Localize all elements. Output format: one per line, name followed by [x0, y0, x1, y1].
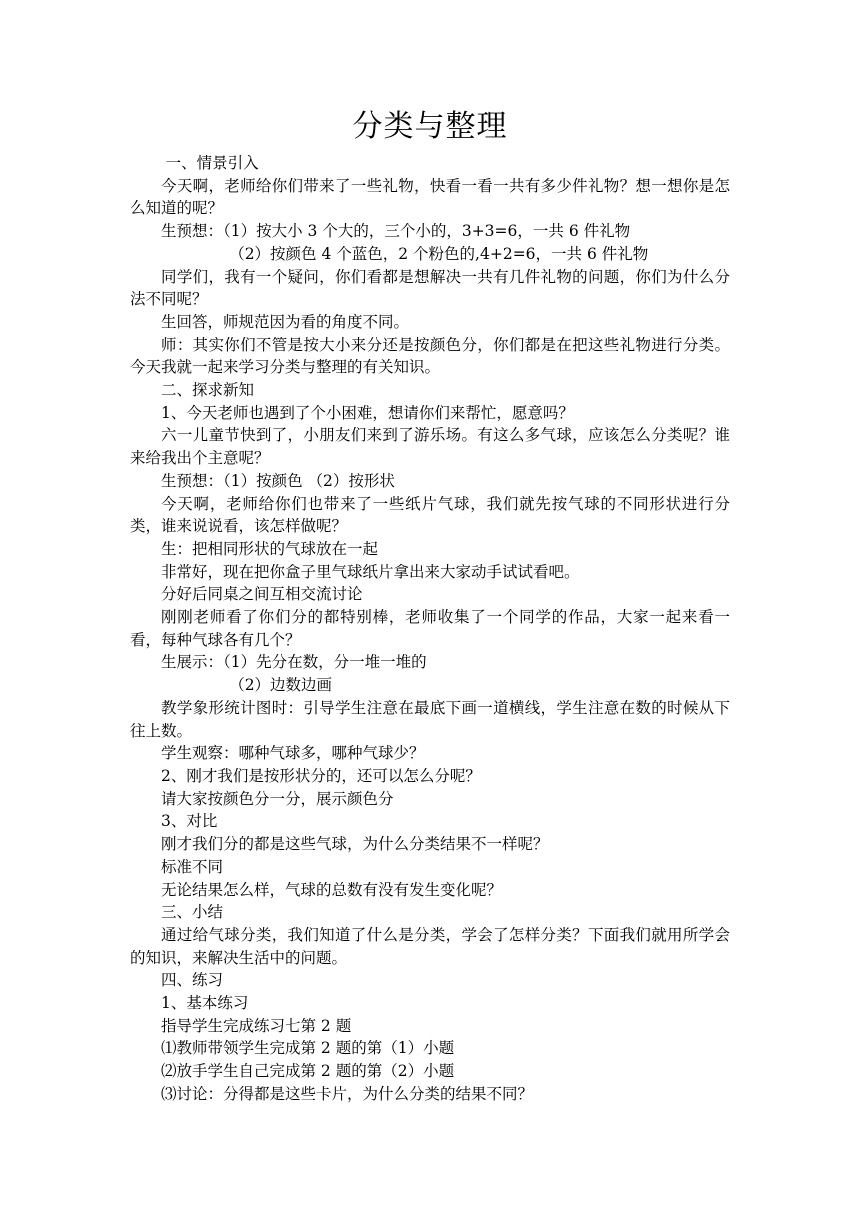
paragraph: （2）边数边画 [229, 676, 333, 695]
paragraph: 无论结果怎么样，气球的总数有没有发生变化呢？ [161, 880, 503, 899]
paragraph: 2、刚才我们是按形状分的，还可以怎么分呢？ [161, 766, 481, 785]
paragraph: 今天啊，老师给你们带来了一些礼物，快看一看一共有多少件礼物？想一想你是怎么知道的呢？ [130, 176, 730, 218]
paragraph: 教学象形统计图时：引导学生注意在最底下画一道横线，学生注意在数的时候从下往上数。 [130, 698, 730, 740]
paragraph: 四、练习 [161, 971, 224, 990]
paragraph: 3、对比 [161, 812, 218, 831]
paragraph: 请大家按颜色分一分，展示颜色分 [161, 789, 394, 808]
paragraph: 1、基本练习 [161, 994, 249, 1013]
paragraph: 指导学生完成练习七第 2 题 [161, 1016, 352, 1035]
document-title: 分类与整理 [352, 109, 508, 144]
paragraph: 标准不同 [161, 857, 224, 876]
paragraph: ⑴教师带领学生完成第 2 题的第（1）小题 [161, 1039, 455, 1058]
paragraph: 1、今天老师也遇到了个小困难，想请你们来帮忙，愿意吗？ [161, 403, 574, 422]
paragraph: 通过给气球分类，我们知道了什么是分类，学会了怎样分类？下面我们就用所学会的知识，来解决生活中的问题。 [130, 925, 730, 967]
paragraph: 今天啊，老师给你们也带来了一些纸片气球，我们就先按气球的不同形状进行分类，谁来说说看，该怎样做呢？ [130, 494, 730, 536]
paragraph: ⑶讨论：分得都是这些卡片，为什么分类的结果不同？ [161, 1084, 534, 1103]
paragraph: 分好后同桌之间互相交流讨论 [161, 585, 363, 604]
paragraph: 生预想：（1）按颜色 （2）按形状 [161, 471, 395, 490]
paragraph: 学生观察：哪种气球多，哪种气球少？ [161, 744, 425, 763]
paragraph: 刚刚老师看了你们分的都特别棒，老师收集了一个同学的作品，大家一起来看一看，每种气球各有几个？ [130, 608, 730, 649]
paragraph: 刚才我们分的都是这些气球，为什么分类结果不一样呢？ [161, 835, 549, 854]
paragraph: 生展示：（1）先分在数，分一堆一堆的 [161, 653, 427, 672]
document-body [130, 152, 730, 1106]
paragraph: （2）按颜色 4 个蓝色，2 个粉色的,4+2=6，一共 6 件礼物 [229, 244, 649, 263]
paragraph: 三、小结 [161, 903, 224, 922]
paragraph: ⑵放手学生自己完成第 2 题的第（2）小题 [161, 1062, 455, 1081]
paragraph: 师：其实你们不管是按大小来分还是按颜色分，你们都是在把这些礼物进行分类。今天我就一起来学习分类与整理的有关知识。 [130, 335, 730, 377]
paragraph: 非常好，现在把你盒子里气球纸片拿出来大家动手试试看吧。 [161, 562, 580, 581]
paragraph: 生：把相同形状的气球放在一起 [161, 539, 379, 558]
paragraph: 生回答，师规范因为看的角度不同。 [161, 312, 410, 331]
paragraph: 生预想：（1）按大小 3 个大的，三个小的，3+3=6，一共 6 件礼物 [161, 222, 631, 241]
paragraph: 同学们，我有一个疑问，你们看都是想解决一共有几件礼物的问题，你们为什么分法不同呢？ [130, 267, 730, 309]
paragraph: 六一儿童节快到了，小朋友们来到了游乐场。有这么多气球，应该怎么分类呢？谁来给我出个主意呢？ [130, 426, 730, 468]
paragraph: 二、探求新知 [161, 381, 255, 400]
paragraph: 一、情景引入 [165, 154, 259, 172]
